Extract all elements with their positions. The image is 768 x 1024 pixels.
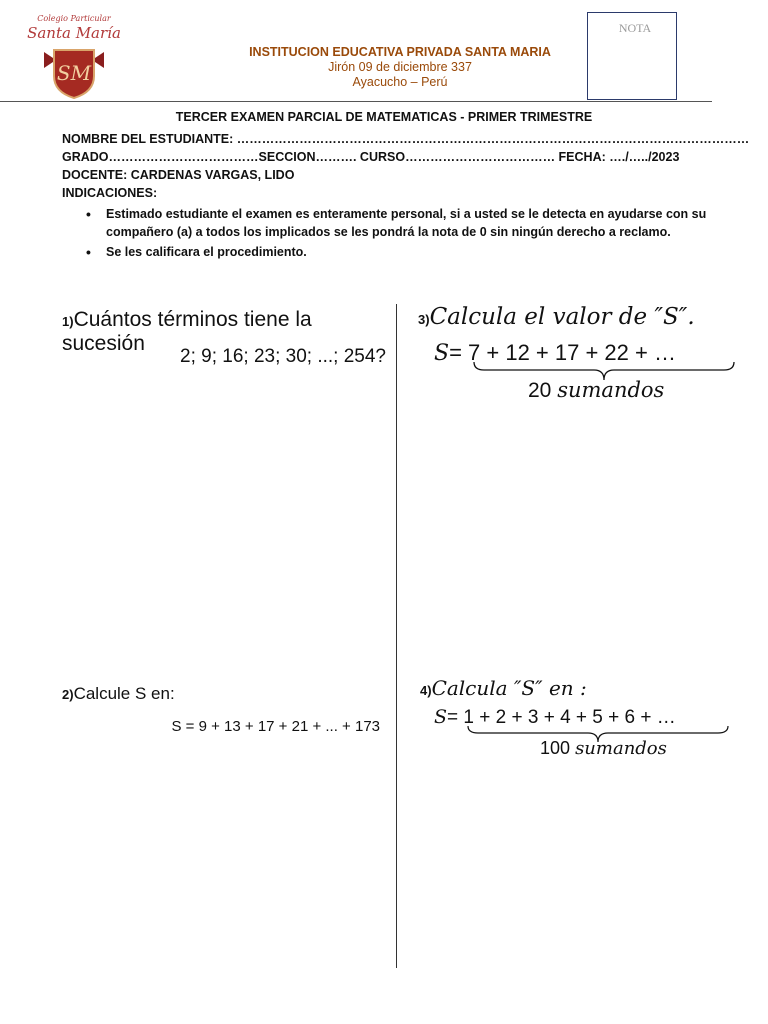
school-city: Ayacucho – Perú — [352, 75, 448, 89]
equation-variable: S — [434, 341, 450, 366]
question-number: 2) — [62, 687, 74, 702]
question-text: Calcule S en: — [73, 684, 175, 703]
instructions-heading: INDICACIONES: — [62, 186, 158, 200]
term-count-word: sumandos — [575, 738, 667, 759]
shield-icon — [42, 46, 106, 100]
question-text: Cuántos términos tiene la sucesión — [62, 308, 312, 355]
question-text: Calcula ″S″ en : — [431, 676, 587, 700]
term-count-number: 20 — [528, 379, 552, 402]
school-logo — [18, 14, 130, 94]
term-count-number: 100 — [540, 738, 571, 758]
logo-caption: Colegio Particular — [37, 14, 111, 23]
question-3-term-count — [528, 378, 768, 403]
question-number: 4) — [420, 683, 432, 698]
logo-monogram: SM — [56, 61, 92, 85]
equation-variable: S — [434, 706, 448, 728]
instruction-item: • Estimado estudiante el examen es enteramente personal, si a usted se le detecta en ayudarse con su compañero (a) a todos los implicados se les pondrá la nota de 0 sin ningún derecho a reclamo. — [86, 205, 726, 241]
logo-school-name: Santa María — [27, 24, 121, 42]
grade-section-course-date-field[interactable]: GRADO………………………………SECCION………. CURSO……………………………… FECHA: …./…../2023 — [62, 150, 680, 164]
grade-box[interactable] — [587, 12, 677, 100]
teacher-line: DOCENTE: CARDENAS VARGAS, LIDO — [62, 168, 295, 182]
column-divider — [396, 304, 397, 968]
question-number: 3) — [418, 312, 430, 327]
question-number: 1) — [62, 314, 74, 329]
student-name-field[interactable]: NOMBRE DEL ESTUDIANTE: …………………………………………………………………………………………………………… — [62, 132, 750, 146]
question-4-term-count — [540, 738, 760, 759]
instruction-item: • Se les calificara el procedimiento. — [86, 243, 726, 261]
question-text: Calcula el valor de ″S″. — [429, 304, 695, 330]
exam-title: TERCER EXAMEN PARCIAL DE MATEMATICAS - PRIMER TRIMESTRE — [175, 110, 593, 124]
school-header — [200, 45, 600, 90]
header-divider — [0, 101, 712, 102]
instructions-list — [86, 205, 726, 263]
question-3 — [418, 304, 758, 330]
school-address: Jirón 09 de diciembre 337 — [328, 60, 472, 74]
student-info — [62, 130, 750, 202]
question-2 — [62, 684, 392, 704]
grade-box-label: NOTA — [618, 21, 652, 35]
question-1-sequence: 2; 9; 16; 23; 30; ...; 254? — [180, 346, 386, 367]
equation-sum: = 1 + 2 + 3 + 4 + 5 + 6 + … — [447, 707, 676, 728]
question-4 — [420, 676, 760, 700]
question-2-equation: S = 9 + 13 + 17 + 21 + ... + 173 — [171, 718, 380, 735]
term-count-word: sumandos — [557, 378, 665, 402]
equation-sum: = 7 + 12 + 17 + 22 + … — [449, 340, 676, 365]
school-name: INSTITUCION EDUCATIVA PRIVADA SANTA MARIA — [249, 45, 551, 59]
